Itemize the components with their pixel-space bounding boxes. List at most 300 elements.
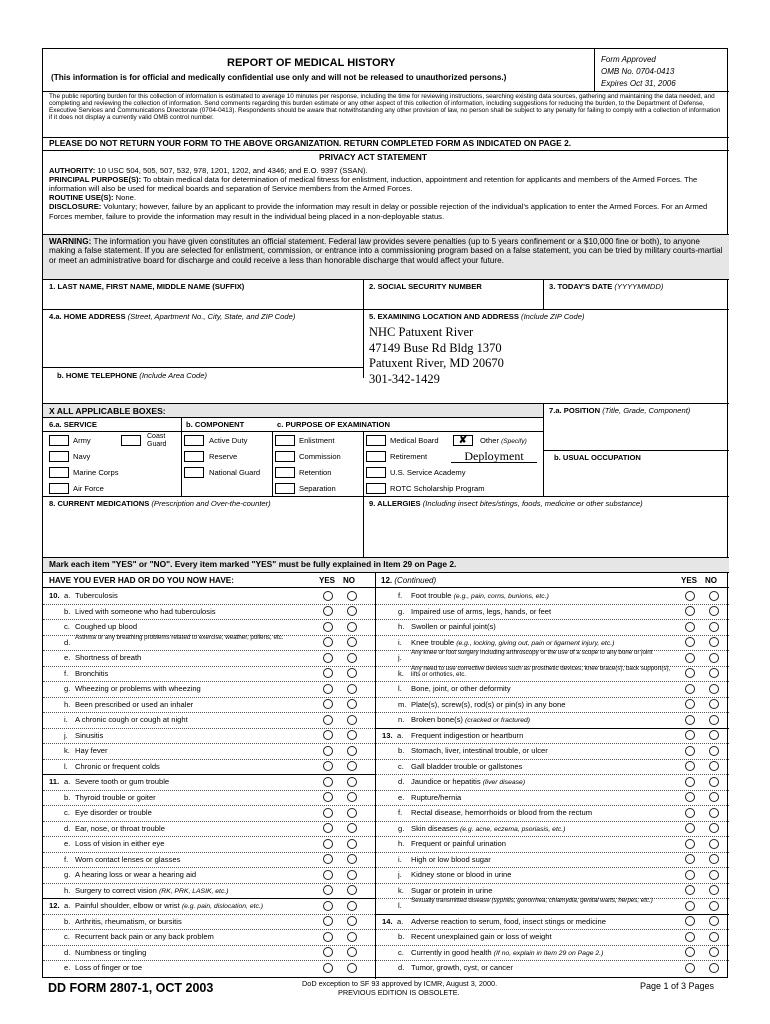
item-letter: e. — [64, 839, 71, 848]
item-letter: l. — [64, 761, 68, 771]
retention-label: Retention — [299, 468, 332, 477]
ssn-label: 2. SOCIAL SECURITY NUMBER — [369, 282, 482, 291]
item-number: 12. — [49, 901, 60, 910]
yes-radio[interactable] — [685, 870, 695, 880]
army-label: Army — [73, 436, 91, 445]
yes-radio[interactable] — [323, 699, 333, 709]
no-radio[interactable] — [347, 684, 357, 694]
item-text: Ear, nose, or throat trouble — [75, 823, 165, 833]
yes-radio[interactable] — [685, 606, 695, 616]
item-letter: a. — [64, 901, 71, 910]
checklist-row — [376, 960, 729, 976]
item-letter: f. — [64, 854, 69, 864]
yes-radio[interactable] — [323, 885, 333, 895]
no-radio[interactable] — [347, 823, 357, 833]
no-radio[interactable] — [347, 901, 357, 911]
item-text: Tumor, growth, cyst, or cancer — [411, 963, 513, 972]
allergies-label: 9. ALLERGIES (Including insect bites/stings, foods, medicine or other substance) — [369, 499, 643, 508]
item-letter: f. — [398, 808, 403, 817]
item-letter: e. — [64, 963, 71, 972]
item-text: Swollen or painful joint(s) — [411, 622, 496, 631]
checklist-row — [376, 728, 729, 744]
item-text: Sexually transmitted disease (syphilis, gonorrhea, chlamydia, genital warts, herpes, etc.) — [411, 897, 653, 904]
service-academy-label: U.S. Service Academy — [390, 468, 466, 477]
checklist-row — [376, 650, 729, 666]
yes-radio[interactable] — [685, 885, 695, 895]
privacy-act-title: PRIVACY ACT STATEMENT — [319, 152, 427, 162]
checklist-row — [376, 929, 729, 945]
item-text: Jaundice or hepatitis (liver disease) — [411, 777, 526, 786]
purpose-label: c. PURPOSE OF EXAMINATION — [277, 420, 390, 429]
name-label: 1. LAST NAME, FIRST NAME, MIDDLE NAME (SUFFIX) — [49, 282, 245, 291]
checklist-row — [376, 588, 729, 604]
medical-board-checkbox[interactable] — [366, 435, 386, 446]
item-text: Lived with someone who had tuberculosis — [75, 606, 216, 616]
guard-label: Guard — [147, 441, 167, 448]
enlistment-checkbox[interactable] — [275, 435, 295, 446]
item-letter: c. — [64, 932, 70, 941]
item-letter: h. — [398, 622, 405, 631]
yes-radio[interactable] — [323, 901, 333, 911]
form-number: DD FORM 2807-1, OCT 2003 — [48, 981, 214, 995]
medications-input[interactable] — [47, 511, 359, 555]
yes-radio[interactable] — [323, 606, 333, 616]
national-guard-label: National Guard — [209, 468, 261, 477]
yes-radio[interactable] — [685, 622, 695, 632]
warning-statement: WARNING: The information you have given constitutes an official statement. Federal law provides severe penalties (up to 5 years confinement or a $10,000 fine or both), to anyone making a false statement. If you are selected for enlistment, commission, or entrance into a commissioning program based on a false statement, you can be tried by military courts-martial or meet an administrative board for discharge and could receive a less than honorable discharge that would affect your future. — [49, 237, 723, 265]
component-label: b. COMPONENT — [186, 420, 245, 429]
yes-radio[interactable] — [323, 777, 333, 787]
checklist-row — [376, 836, 729, 852]
service-label: 6.a. SERVICE — [49, 420, 97, 429]
checklist-row — [43, 929, 375, 945]
item-letter: d. — [64, 823, 71, 833]
no-radio[interactable] — [347, 792, 357, 802]
yes-radio[interactable] — [685, 591, 695, 601]
yes-radio[interactable] — [685, 777, 695, 787]
expiration-date: Expires Oct 31, 2006 — [601, 79, 676, 88]
checklist-row — [376, 666, 729, 682]
name-input[interactable] — [47, 293, 359, 307]
no-radio[interactable] — [347, 963, 357, 973]
yes-radio[interactable] — [323, 808, 333, 818]
no-radio[interactable] — [347, 870, 357, 880]
no-radio[interactable] — [709, 591, 719, 601]
yes-radio[interactable] — [323, 730, 333, 740]
checklist-row — [376, 743, 729, 759]
item-letter: b. — [398, 746, 405, 755]
no-radio[interactable] — [709, 746, 719, 756]
item-letter: l. — [398, 901, 402, 910]
no-radio[interactable] — [347, 777, 357, 787]
no-radio[interactable] — [347, 730, 357, 740]
national-guard-checkbox[interactable] — [184, 467, 204, 478]
item-text: Painful shoulder, elbow or wrist (e.g. pain, dislocation, etc.) — [75, 901, 264, 910]
item-text: Stomach, liver, intestinal trouble, or ulcer — [411, 746, 548, 755]
exception-note: DoD exception to SF 93 approved by ICMR, August 3, 2000. — [302, 979, 498, 988]
coast-guard-checkbox[interactable] — [121, 435, 141, 446]
checklist-row — [43, 588, 375, 604]
item-text: Rectal disease, hemorrhoids or blood from the rectum — [411, 808, 593, 817]
navy-label: Navy — [73, 452, 91, 461]
item-text: Tuberculosis — [75, 591, 118, 600]
item-letter: k. — [398, 668, 404, 678]
item-letter: d. — [64, 947, 71, 957]
no-radio[interactable] — [347, 622, 357, 632]
item-text: Kidney stone or blood in urine — [411, 870, 512, 879]
checklist-row — [376, 805, 729, 821]
item-text: Any need to use corrective devices such as prosthetic devices, knee brace(s), back support(s), lifts or orthotics, etc. — [411, 664, 671, 678]
active-duty-label: Active Duty — [209, 436, 248, 445]
item-letter: b. — [64, 792, 71, 802]
checklist-row — [43, 604, 375, 620]
exam-location-value[interactable]: NHC Patuxent River 47149 Buse Rd Bldg 1370 Patuxent River, MD 20670 301-342-1429 — [369, 325, 504, 386]
item-text: Sugar or protein in urine — [411, 885, 493, 895]
no-radio[interactable] — [347, 699, 357, 709]
yes-radio[interactable] — [685, 839, 695, 849]
omb-number: OMB No. 0704-0413 — [601, 67, 675, 76]
other-specify-input[interactable]: Deployment — [451, 449, 537, 463]
item-letter: h. — [64, 699, 71, 709]
enlistment-label: Enlistment — [299, 436, 335, 445]
yes-radio[interactable] — [685, 947, 695, 957]
item-letter: b. — [64, 916, 71, 926]
yes-radio[interactable] — [685, 761, 695, 771]
yes-radio[interactable] — [323, 792, 333, 802]
yes-radio[interactable] — [685, 901, 695, 911]
checklist-right — [376, 588, 729, 978]
air-force-label: Air Force — [73, 484, 104, 493]
item-text: Rupture/hernia — [411, 792, 462, 802]
yes-radio[interactable] — [685, 963, 695, 973]
no-radio[interactable] — [709, 932, 719, 942]
item-letter: b. — [64, 606, 71, 616]
checklist-row — [43, 790, 375, 806]
checklist-row — [376, 635, 729, 651]
yes-radio[interactable] — [685, 684, 695, 694]
yes-radio[interactable] — [323, 823, 333, 833]
position-label: 7.a. POSITION (Title, Grade, Component) — [549, 406, 691, 415]
item-letter: d. — [64, 637, 71, 647]
no-radio[interactable] — [347, 839, 357, 849]
item-letter: k. — [398, 885, 404, 895]
item-letter: a. — [64, 777, 71, 786]
yes-radio[interactable] — [323, 963, 333, 973]
yes-radio[interactable] — [323, 715, 333, 725]
commission-label: Commission — [299, 452, 341, 461]
item-number: 14. — [382, 916, 393, 926]
no-radio[interactable] — [709, 963, 719, 973]
item-text: Adverse reaction to serum, food, insect stings or medicine — [411, 916, 606, 926]
checklist-row — [376, 883, 729, 899]
item-text: Thyroid trouble or goiter — [75, 792, 156, 802]
item-text: Currently in good health (If no, explain in Item 29 on Page 2.) — [411, 947, 604, 957]
no-header-left: NO — [343, 576, 355, 585]
active-duty-checkbox[interactable] — [184, 435, 204, 446]
yes-radio[interactable] — [323, 622, 333, 632]
yes-radio[interactable] — [685, 653, 695, 663]
no-radio[interactable] — [347, 715, 357, 725]
no-radio[interactable] — [709, 622, 719, 632]
checklist-row — [376, 712, 729, 728]
item-letter: c. — [64, 622, 70, 631]
reserve-checkbox[interactable] — [184, 451, 204, 462]
item-letter: d. — [398, 777, 405, 786]
checklist-row — [43, 898, 375, 914]
item-text: Arthritis, rheumatism, or bursitis — [75, 916, 182, 926]
ssn-input[interactable] — [367, 293, 539, 307]
air-force-checkbox[interactable] — [49, 483, 69, 494]
checklist-row — [43, 945, 375, 961]
item-letter: g. — [64, 684, 71, 693]
army-checkbox[interactable] — [49, 435, 69, 446]
yes-radio[interactable] — [685, 916, 695, 926]
no-radio[interactable] — [709, 684, 719, 694]
item-text: Foot trouble (e.g., pain, corns, bunions, etc.) — [411, 591, 549, 600]
no-radio[interactable] — [709, 839, 719, 849]
allergies-input[interactable] — [367, 511, 725, 555]
item-letter: h. — [64, 885, 71, 895]
no-radio[interactable] — [347, 761, 357, 771]
item-letter: k. — [64, 746, 70, 755]
home-address-input[interactable] — [47, 323, 359, 367]
checklist-row — [376, 945, 729, 961]
retirement-checkbox[interactable] — [366, 451, 386, 462]
no-radio[interactable] — [709, 637, 719, 647]
yes-radio[interactable] — [323, 637, 333, 647]
yes-radio[interactable] — [323, 761, 333, 771]
checklist-row — [43, 759, 375, 775]
marine-corps-label: Marine Corps — [73, 468, 119, 477]
retention-checkbox[interactable] — [275, 467, 295, 478]
medical-board-label: Medical Board — [390, 436, 439, 445]
burden-statement: The public reporting burden for this collection of information is estimated to average 10 minutes per response, including the time for reviewing instructions, searching existing data sources, gathering and maintaining the data needed, and completing and reviewing the collection of information. Send comments regarding this burden estimate or any other aspect of this collection of information, including suggestions for reducing the burden, to the Department of Defense, Executive Services and Communications Directorate (0704-0413). Respondents should be aware that notwithstanding any other provision of law, no person shall be subject to any penalty for failing to comply with a collection of information if it does not display a currently valid OMB control number. — [49, 93, 721, 121]
item-text: Recurrent back pain or any back problem — [75, 932, 214, 941]
checklist-row — [43, 914, 375, 930]
no-radio[interactable] — [347, 637, 357, 647]
medications-label: 8. CURRENT MEDICATIONS (Prescription and Over-the-counter) — [49, 499, 271, 508]
checklist-row — [43, 743, 375, 759]
form-title: REPORT OF MEDICAL HISTORY — [227, 57, 396, 69]
item-text: Frequent or painful urination — [411, 839, 506, 848]
item-letter: f. — [64, 668, 69, 678]
no-radio[interactable] — [709, 777, 719, 787]
checklist-row — [376, 759, 729, 775]
no-radio[interactable] — [347, 947, 357, 957]
item-letter: g. — [64, 870, 71, 879]
no-radio[interactable] — [347, 808, 357, 818]
item-letter: l. — [398, 684, 402, 693]
checklist-row — [376, 898, 729, 914]
yes-radio[interactable] — [323, 839, 333, 849]
item-text: Numbness or tingling — [75, 947, 147, 957]
form-approved: Form Approved — [601, 55, 656, 64]
yes-radio[interactable] — [685, 730, 695, 740]
no-radio[interactable] — [709, 699, 719, 709]
no-radio[interactable] — [709, 606, 719, 616]
checklist-row — [43, 805, 375, 821]
retirement-label: Retirement — [390, 452, 428, 461]
service-academy-checkbox[interactable] — [366, 467, 386, 478]
item-letter: g. — [398, 823, 405, 833]
item-text: Any knee or foot surgery including arthroscopy or the use of a scope to any bone or joint — [411, 649, 653, 656]
no-radio[interactable] — [709, 668, 719, 678]
checklist-left — [43, 588, 375, 978]
item-text: Severe tooth or gum trouble — [75, 777, 170, 786]
yes-radio[interactable] — [685, 854, 695, 864]
no-radio[interactable] — [347, 854, 357, 864]
yes-radio[interactable] — [685, 699, 695, 709]
yes-radio[interactable] — [323, 653, 333, 663]
item-text: Bone, joint, or other deformity — [411, 684, 511, 693]
item-text: Knee trouble (e.g., locking, giving out, pain or ligament injury, etc.) — [411, 637, 615, 647]
no-radio[interactable] — [709, 653, 719, 663]
checklist-row — [43, 774, 375, 790]
yes-radio[interactable] — [685, 808, 695, 818]
form-subtitle: (This information is for official and medically confidential use only and will not be released to unauthorized persons.) — [51, 73, 507, 82]
no-radio[interactable] — [709, 823, 719, 833]
checklist-row — [376, 914, 729, 930]
yes-radio[interactable] — [323, 684, 333, 694]
no-radio[interactable] — [709, 916, 719, 926]
item-number: 11. — [49, 777, 60, 786]
checklist-row — [376, 697, 729, 713]
checklist-row — [43, 821, 375, 837]
yes-radio[interactable] — [685, 637, 695, 647]
no-radio[interactable] — [347, 591, 357, 601]
checklist-row — [43, 619, 375, 635]
no-radio[interactable] — [709, 947, 719, 957]
item-letter: d. — [398, 963, 405, 972]
yes-no-instructions: Mark each item "YES" or "NO". Every item marked "YES" must be fully explained in Item 29 on Page 2. — [49, 559, 457, 569]
rotc-checkbox[interactable] — [366, 483, 386, 494]
item-text: Gall bladder trouble or gallstones — [411, 761, 523, 771]
item-letter: c. — [398, 761, 404, 771]
yes-radio[interactable] — [685, 668, 695, 678]
checklist-row — [43, 697, 375, 713]
item-number: 10. — [49, 591, 60, 600]
no-radio[interactable] — [709, 870, 719, 880]
checklist-row — [376, 821, 729, 837]
yes-header-left: YES — [319, 576, 336, 585]
item-letter: f. — [398, 591, 403, 600]
item-letter: h. — [398, 839, 405, 848]
no-radio[interactable] — [347, 653, 357, 663]
checklist-row — [376, 852, 729, 868]
item-letter: j. — [64, 730, 68, 740]
item-text: Hay fever — [75, 746, 108, 755]
checklist-row — [376, 681, 729, 697]
no-radio[interactable] — [709, 885, 719, 895]
item-letter: e. — [64, 653, 71, 662]
obsolete-note: PREVIOUS EDITION IS OBSOLETE. — [338, 988, 460, 997]
yes-radio[interactable] — [323, 746, 333, 756]
yes-radio[interactable] — [685, 715, 695, 725]
checklist-row — [376, 867, 729, 883]
item-letter: j. — [398, 653, 402, 662]
no-radio[interactable] — [709, 730, 719, 740]
checklist-row — [43, 650, 375, 666]
checklist-row — [376, 604, 729, 620]
marine-corps-checkbox[interactable] — [49, 467, 69, 478]
item-letter: g. — [398, 606, 405, 616]
item-text: Bronchitis — [75, 668, 109, 678]
privacy-act-text: AUTHORITY: 10 USC 504, 505, 507, 532, 978, 1201, 1202, and 4346; and E.O. 9397 (SSAN). PRINCIPAL PURPOSE(S): To obtain medical data for determination of medical fitness for enlistment, induction, appointment and retention for applicants and members of the Armed Forces. The information will also be used for medical boards and separation of Service members from the Armed Forces. ROUTINE USE(S): None. DISCLOSURE: Voluntary; however, failure by an applicant to provide the information may result in delay or possible rejection of the individual's application to enter the Armed Forces. For an Armed Forces member, failure to provide the information may result in the individual being placed in a non-deployable status. — [49, 166, 708, 221]
item-text: Skin diseases (e.g. acne, eczema, psoriasis, etc.) — [411, 823, 566, 833]
item-letter: b. — [398, 932, 405, 941]
no-radio[interactable] — [709, 715, 719, 725]
no-radio[interactable] — [347, 916, 357, 926]
yes-radio[interactable] — [323, 591, 333, 601]
item-number: 13. — [382, 730, 393, 740]
yes-radio[interactable] — [323, 947, 333, 957]
yes-radio[interactable] — [323, 854, 333, 864]
no-radio[interactable] — [347, 606, 357, 616]
separation-checkbox[interactable] — [275, 483, 295, 494]
date-input[interactable] — [547, 293, 725, 307]
item-text: A hearing loss or wear a hearing aid — [75, 870, 197, 879]
checklist-row — [43, 867, 375, 883]
rotc-label: ROTC Scholarship Program — [390, 484, 485, 493]
yes-radio[interactable] — [323, 932, 333, 942]
no-radio[interactable] — [709, 761, 719, 771]
item-letter: i. — [398, 637, 402, 647]
item-text: Recent unexplained gain or loss of weight — [411, 932, 552, 941]
yes-radio[interactable] — [685, 746, 695, 756]
yes-radio[interactable] — [685, 792, 695, 802]
no-radio[interactable] — [347, 932, 357, 942]
other-checkbox[interactable]: ✘ — [453, 435, 473, 446]
checklist-row — [43, 960, 375, 976]
no-radio[interactable] — [347, 668, 357, 678]
checklist-row — [376, 790, 729, 806]
checklist-heading: HAVE YOU EVER HAD OR DO YOU NOW HAVE: — [49, 576, 234, 585]
item-letter: e. — [398, 792, 405, 802]
no-radio[interactable] — [709, 808, 719, 818]
item-letter: c. — [64, 808, 70, 817]
yes-radio[interactable] — [323, 870, 333, 880]
no-radio[interactable] — [347, 885, 357, 895]
home-phone-label: b. HOME TELEPHONE (Include Area Code) — [57, 371, 207, 380]
no-radio[interactable] — [709, 854, 719, 864]
item-letter: a. — [397, 730, 404, 740]
item-text: Shortness of breath — [75, 653, 142, 662]
checklist-row — [43, 728, 375, 744]
navy-checkbox[interactable] — [49, 451, 69, 462]
yes-radio[interactable] — [323, 668, 333, 678]
item-letter: c. — [398, 947, 404, 957]
coast-label: Coast — [147, 433, 166, 440]
item-letter: j. — [398, 870, 402, 879]
item-text: Asthma or any breathing problems related to exercise, weather, pollens, etc. — [75, 633, 284, 641]
checklist-row — [43, 681, 375, 697]
no-radio[interactable] — [709, 792, 719, 802]
no-radio[interactable] — [347, 746, 357, 756]
item-text: Chronic or frequent colds — [75, 761, 160, 771]
checklist-row — [376, 619, 729, 635]
yes-radio[interactable] — [685, 932, 695, 942]
item-text: Eye disorder or trouble — [75, 808, 152, 817]
page-number: Page 1 of 3 Pages — [640, 981, 715, 991]
item-letter: i. — [398, 854, 402, 864]
commission-checkbox[interactable] — [275, 451, 295, 462]
yes-radio[interactable] — [685, 823, 695, 833]
no-radio[interactable] — [709, 901, 719, 911]
yes-radio[interactable] — [323, 916, 333, 926]
item-text: A chronic cough or cough at night — [75, 715, 188, 724]
checklist-row — [43, 712, 375, 728]
item-letter: i. — [64, 715, 68, 724]
